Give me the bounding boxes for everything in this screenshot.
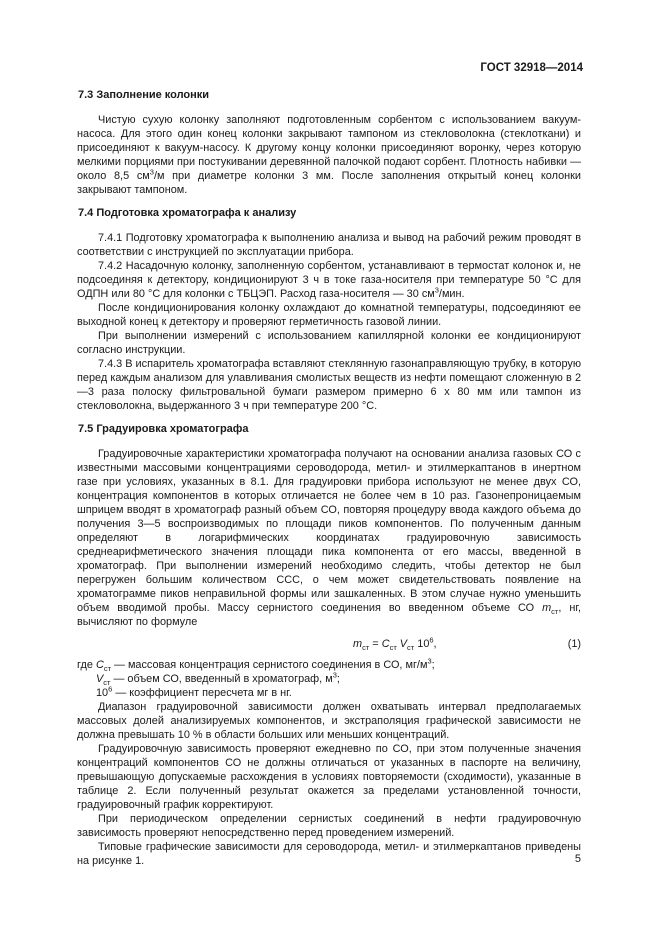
clause-7-4-2: 7.4.2 Насадочную колонку, заполненную сорбентом, устанавливают в термостат колонок и, не подсоединяя к детектору, кондиционируют 3 ч в токе газа-носителя при температуре 50 °С для ОДПН или 80 °С для колонки с ТБЦЭП. Расход газа-носителя — 30 $см^3$/мин. [77,260,581,300]
document-code-header: ГОСТ 32918—2014 [480,62,583,74]
section-7-4-heading: 7.4 Подготовка хроматографа к анализу [78,207,297,219]
page-number: 5 [574,853,581,865]
page-content [77,88,581,868]
calibration-range-paragraph: Диапазон градуировочной зависимости должен охватывать интервал предполагаемых массовых долей анализируемых компонентов, и экстраполяция графической зависимости не должна превышать 10 % в области больших или меньших концентраций. [77,701,581,741]
clause-7-4-3: 7.4.3 В испаритель хроматографа вставляют стеклянную газонаправляющую трубку, в которую перед каждым анализом для улавливания смолистых веществ из нефти помещают сложенную в 2—3 раза полоску фильтровальной бумаги размером примерно 6 x 80 мм или тампон из стекловолокна, выдержанного 3 ч при температуре 200 °С. [77,358,581,412]
clause-7-4-1: 7.4.1 Подготовку хроматографа к выполнению анализа и вывод на рабочий режим проводят в соответствии с инструкцией по эксплуатации прибора. [77,232,581,258]
section-7-5-heading: 7.5 Градуировка хроматографа [78,423,249,435]
section-7-3-paragraph: Чистую сухую колонку заполняют подготовленным сорбентом с использованием вакуум-насоса. Для этого один конец колонки закрывают тампоном из стекловолокна (стеклоткани) и присоединяют к вакуум-насосу. К другому концу колонки присоединяют воронку, через которую мелкими порциями при постукивании деревянной палочкой подают сорбент. Плотность набивки — около 8,5 $см^3/м$ при диаметре колонки 3 мм. После заполнения открытый конец колонки закрывают тампоном. [77,114,581,196]
daily-check-paragraph: Градуировочную зависимость проверяют ежедневно по СО, при этом полученные значения концентраций компонентов СО не должны отличаться от указанных в паспорте на величину, превышающую допускаемые расхождения в условиях повторяемости (сходимости), указанные в таблице 2. Если полученный результат окажется за пределами установленной точности, градуировочный график корректируют. [77,743,581,811]
formula-expression: $m_{ст} = C_{ст}$ $V_{ст}$ $10^6$, [353,635,437,653]
definition-v: $V_{ст}$ — объем СО, введенный в хроматограф, $м^3$; [96,670,340,688]
clause-7-4-2-cooling: После кондиционирования колонку охлаждают до комнатной температуры, подсоединяют ее выходной конец к детектору и проверяют герметичность газовой линии. [77,302,581,328]
definition-factor: $10^6$ — коэффициент пересчета мг в нг. [96,684,292,699]
definition-c: где $C_{ст}$ — массовая концентрация сернистого соединения в СО, $мг/м^3$; [77,656,435,674]
formula-number: (1) [567,638,581,650]
clause-7-4-2-capillary: При выполнении измерений с использованием капиллярной колонки ее кондиционируют согласно инструкции. [77,330,581,356]
section-7-3-heading: 7.3 Заполнение колонки [78,89,210,101]
periodic-check-paragraph: При периодическом определении сернистых соединений в нефти градуировочную зависимость проверяют непосредственно перед проведением измерений. [77,813,581,839]
calibration-paragraph: Градуировочные характеристики хроматографа получают на основании анализа газовых СО с известными массовыми концентрациями сероводорода, метил- и этилмеркаптанов в инертном газе при условиях, указанных в 8.1. Для градуировки прибора используют не менее двух СО, концентрация компонентов в которых отличается не более чем в 10 раз. Газонепроницаемым шприцем вводят в хроматограф разный объем СО, повторяя процедуру ввода каждого объема до получения 3—5 воспроизводимых по площади пиков компонентов. По полученным данным определяют в логарифмических координатах градуировочную зависимость среднеарифметического значения площади пика компонента от его массы, введенной в хроматограф. При выполнении измерений необходимо следить, чтобы детектор не был перегружен большим количеством ССС, о чем может свидетельствовать появление на хроматограмме пиков неправильной формы или зашкаленных. В этом случае нужно уменьшить объем вводимой пробы. Массу сернистого соединения во введенном объеме СО $m_{ст}$, нг, вычисляют по формуле [77,448,581,628]
figure-reference-paragraph: Типовые графические зависимости для сероводорода, метил- и этилмеркаптанов приведены на рисунке 1. [77,841,581,867]
formula-1 [77,635,581,655]
